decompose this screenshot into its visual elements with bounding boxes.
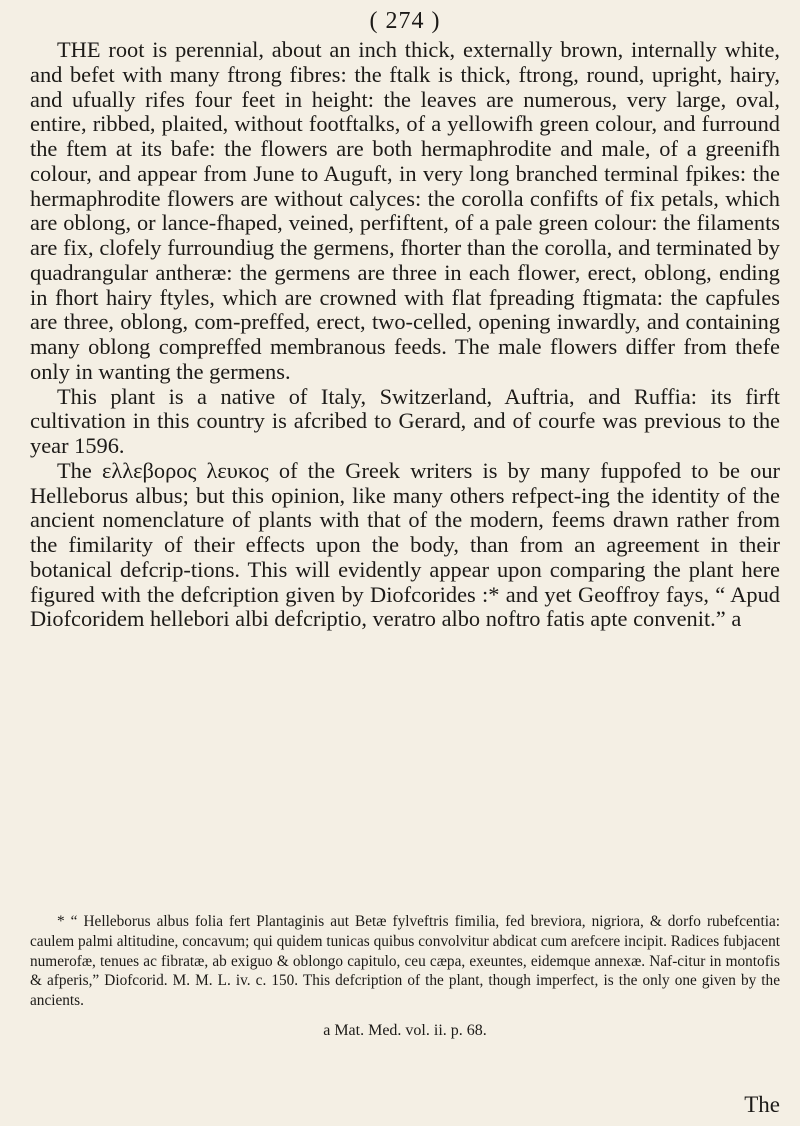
- paragraph-origin: This plant is a native of Italy, Switzerland, Auftria, and Ruffia: its firft cultivation in this country is afcribed to Gerard, and of courfe was previous to the year 1596.: [30, 383, 780, 458]
- footnote-dioscorides: * “ Helleborus albus folia fert Plantaginis aut Betæ fylveftris fimilia, fed breviora, nigriora, & dorfo rubefcentia: caulem palmi altitudine, concavum; qui quidem tunicas quibus convolvitur abdicat cum arefcere incipit. Radices fubjacent numerofæ, tenues ac fibratæ, ab exiguo & oblongo capitulo, ceu cæpa, exeuntes, eidemque annexæ. Naf-citur in montofis & afperis,” Diofcorid. M. M. L. iv. c. 150. This defcription of the plant, though imperfect, is the only one given by the ancients.: [30, 913, 780, 1010]
- paragraph-description: THE root is perennial, about an inch thick, externally brown, internally white, and befet with many ftrong fibres: the ftalk is thick, ftrong, round, upright, hairy, and ufually rifes four feet in height: the leaves are numerous, very large, oval, entire, ribbed, plaited, without footftalks, of a yellowifh green colour, and furround the ftem at its bafe: the flowers are both hermaphrodite and male, of a greenifh colour, and appear from June to Auguft, in very long branched terminal fpikes: the hermaphrodite flowers are without calyces: the corolla confifts of fix petals, which are oblong, or lance-fhaped, veined, perfiftent, of a pale green colour: the filaments are fix, clofely furroundiug the germens, fhorter than the corolla, and terminated by quadrangular antheræ: the germens are three in each flower, erect, oblong, ending in fhort hairy ftyles, which are crowned with flat fpreading ftigmata: the capfules are three, oblong, com-preffed, erect, two-celled, opening inwardly, and containing many oblong compreffed membranous feeds. The male flowers differ from thefe only in wanting the germens.: [30, 37, 780, 384]
- book-page: [30, 0, 780, 1126]
- catchword: The: [744, 1092, 780, 1117]
- footnote-reference: a Mat. Med. vol. ii. p. 68.: [323, 1021, 487, 1039]
- footnotes: [30, 912, 780, 1041]
- page-number: ( 274 ): [369, 8, 441, 34]
- main-text: [30, 38, 780, 632]
- paragraph-history: The ελλεβορος λευκος of the Greek writers is by many fuppofed to be our Helleborus albus; but this opinion, like many others refpect-ing the identity of the ancient nomenclature of plants with that of the modern, feems drawn rather from the fimilarity of their effects upon the body, than from an agreement in their botanical defcrip-tions. This will evidently appear upon comparing the plant here figured with the defcription given by Diofcorides :* and yet Geoffroy fays, “ Apud Diofcoridem hellebori albi defcriptio, veratro albo noftro fatis apte convenit.” a: [30, 457, 780, 632]
